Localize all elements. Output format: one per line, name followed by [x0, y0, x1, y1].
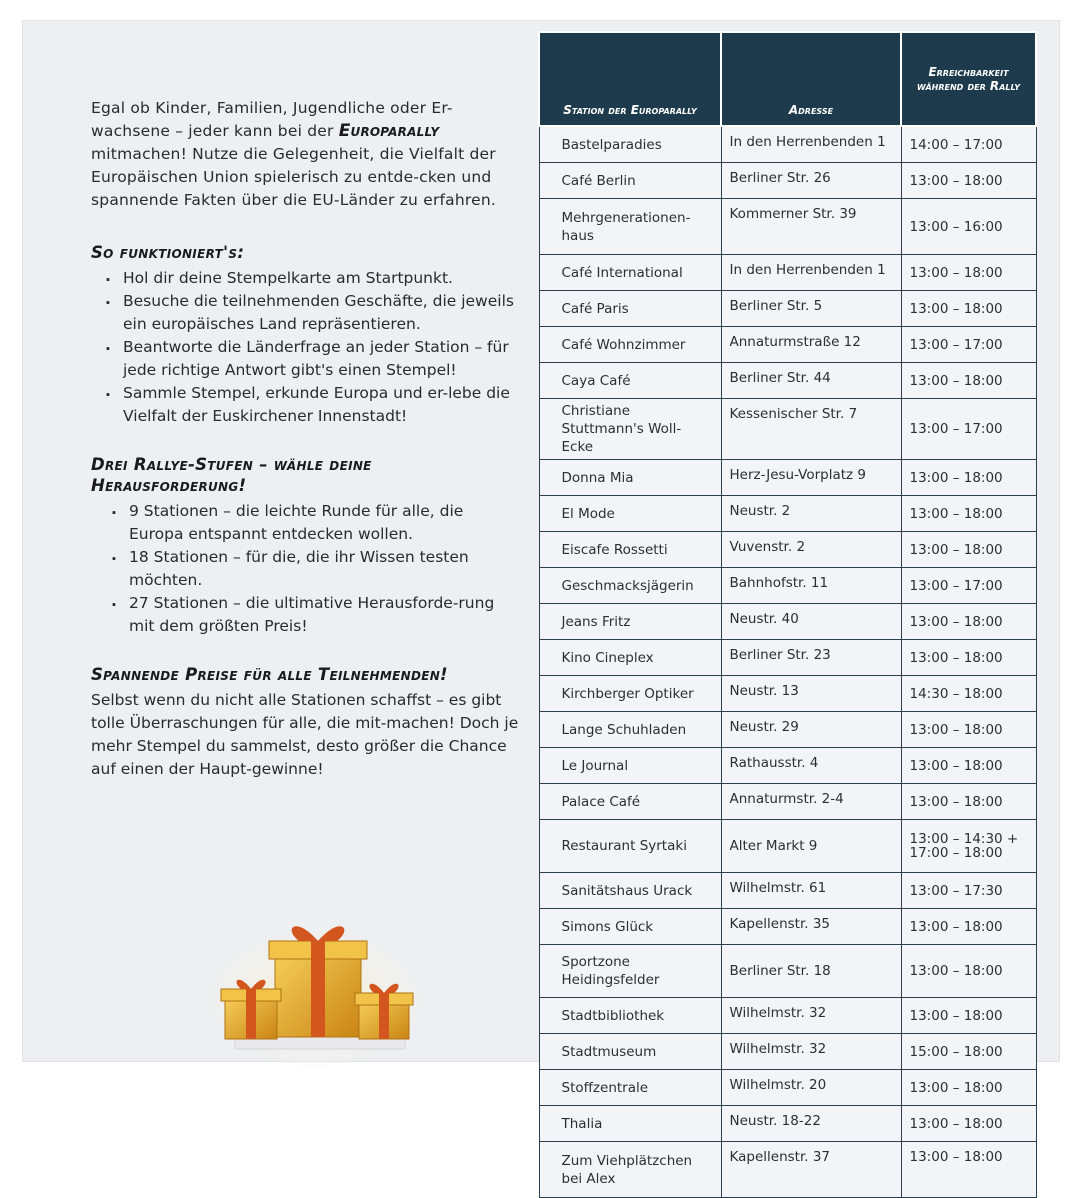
cell-station: Sanitätshaus Urack	[539, 873, 721, 909]
cell-address: Wilhelmstr. 32	[721, 1034, 901, 1070]
cell-time: 13:00 – 18:00	[901, 496, 1036, 532]
cell-address: Wilhelmstr. 20	[721, 1070, 901, 1106]
cell-station: Geschmacksjägerin	[539, 568, 721, 604]
cell-time: 15:00 – 18:00	[901, 1034, 1036, 1070]
cell-time: 13:00 – 18:00	[901, 748, 1036, 784]
how-heading: So funktioniert's:	[91, 243, 245, 262]
table-row	[539, 784, 1036, 820]
cell-station: Caya Café	[539, 363, 721, 399]
cell-address: Annaturmstraße 12	[721, 327, 901, 363]
cell-time: 13:00 – 17:00	[901, 327, 1036, 363]
table-row	[539, 255, 1036, 291]
cell-address: Bahnhofstr. 11	[721, 568, 901, 604]
gift-boxes-icon	[195, 901, 435, 1061]
intro-paragraph	[91, 97, 521, 212]
table-row	[539, 163, 1036, 199]
cell-address: Neustr. 40	[721, 604, 901, 640]
cell-address: Wilhelmstr. 32	[721, 998, 901, 1034]
cell-station: Stoffzentrale	[539, 1070, 721, 1106]
cell-time: 14:30 – 18:00	[901, 676, 1036, 712]
table-row	[539, 945, 1036, 998]
table-row	[539, 1142, 1036, 1198]
cell-station: Christiane Stuttmann's Woll-Ecke	[539, 399, 721, 460]
cell-station: Café Wohnzimmer	[539, 327, 721, 363]
cell-time: 13:00 – 18:00	[901, 604, 1036, 640]
table-row	[539, 640, 1036, 676]
table-row	[539, 399, 1036, 460]
table-row	[539, 712, 1036, 748]
levels-heading: Drei Rallye-Stufen – wähle deine Herausforderung!	[91, 455, 372, 495]
table-row	[539, 1070, 1036, 1106]
list-item: . Sammle Stempel, erkunde Europa und er-lebe die Vielfalt der Euskirchener Innenstadt!	[105, 382, 521, 428]
cell-station: Kirchberger Optiker	[539, 676, 721, 712]
cell-time	[901, 820, 1036, 873]
table-row	[539, 820, 1036, 873]
cell-address: Neustr. 2	[721, 496, 901, 532]
table-row	[539, 126, 1036, 163]
cell-address: Alter Markt 9	[721, 820, 901, 873]
cell-station: Le Journal	[539, 748, 721, 784]
table-row	[539, 676, 1036, 712]
cell-address: Berliner Str. 26	[721, 163, 901, 199]
cell-time-line-1: 13:00 – 14:30 +	[909, 831, 1019, 847]
cell-station: El Mode	[539, 496, 721, 532]
cell-station: Café Berlin	[539, 163, 721, 199]
cell-station: Thalia	[539, 1106, 721, 1142]
cell-time: 13:00 – 18:00	[901, 255, 1036, 291]
table-row	[539, 532, 1036, 568]
cell-time: 13:00 – 18:00	[901, 712, 1036, 748]
cell-address: In den Herrenbenden 1	[721, 255, 901, 291]
cell-time: 13:00 – 17:30	[901, 873, 1036, 909]
cell-address: Berliner Str. 5	[721, 291, 901, 327]
cell-station: Zum Viehplätzchen bei Alex	[539, 1142, 721, 1198]
cell-address: Kapellenstr. 37	[721, 1142, 901, 1198]
intro-text-2: mitmachen! Nutze die Gelegenheit, die Vielfalt der Europäischen Union spielerisch zu entde-cken und spannende Fakten über die EU-Länder zu erfahren.	[91, 145, 497, 209]
cell-station: Restaurant Syrtaki	[539, 820, 721, 873]
cell-address: Kapellenstr. 35	[721, 909, 901, 945]
list-item: . Beantworte die Länderfrage an jeder Station – für jede richtige Antwort gibt's einen Stempel!	[105, 336, 521, 382]
table-header-row	[539, 32, 1036, 126]
cell-address: Berliner Str. 23	[721, 640, 901, 676]
prizes-text: Selbst wenn du nicht alle Stationen schaffst – es gibt tolle Überraschungen für alle, die mit-machen! Doch je mehr Stempel du sammelst, desto größer die Chance auf einen der Haupt-gewinne!	[91, 691, 519, 778]
cell-station: Bastelparadies	[539, 126, 721, 163]
table-row	[539, 873, 1036, 909]
list-item: . 9 Stationen – die leichte Runde für alle, die Europa entspannt entdecken wollen.	[111, 500, 521, 546]
cell-address: Neustr. 29	[721, 712, 901, 748]
cell-time: 13:00 – 16:00	[901, 199, 1036, 255]
table-row	[539, 604, 1036, 640]
header-address: Adresse	[721, 32, 901, 126]
cell-station: Kino Cineplex	[539, 640, 721, 676]
cell-address: In den Herrenbenden 1	[721, 126, 901, 163]
list-item: . 18 Stationen – für die, die ihr Wissen testen möchten.	[111, 546, 521, 592]
cell-time: 13:00 – 18:00	[901, 1070, 1036, 1106]
cell-address: Wilhelmstr. 61	[721, 873, 901, 909]
cell-time: 13:00 – 18:00	[901, 363, 1036, 399]
table-row	[539, 1106, 1036, 1142]
cell-station: Stadtbibliothek	[539, 998, 721, 1034]
prizes-heading: Spannende Preise für alle Teilnehmenden!	[91, 665, 448, 684]
cell-address: Annaturmstr. 2-4	[721, 784, 901, 820]
list-item: . Hol dir deine Stempelkarte am Startpunkt.	[105, 267, 521, 290]
cell-station: Mehrgenerationen-haus	[539, 199, 721, 255]
cell-time: 13:00 – 18:00	[901, 998, 1036, 1034]
schedule-table-wrap	[538, 31, 1038, 1187]
cell-station: Simons Glück	[539, 909, 721, 945]
cell-time: 13:00 – 18:00	[901, 1142, 1036, 1198]
cell-station: Eiscafe Rossetti	[539, 532, 721, 568]
list-item: . 27 Stationen – die ultimative Herausforde-rung mit dem größten Preis!	[111, 592, 521, 638]
cell-time: 13:00 – 18:00	[901, 460, 1036, 496]
cell-address: Vuvenstr. 2	[721, 532, 901, 568]
cell-time: 13:00 – 18:00	[901, 945, 1036, 998]
cell-address: Neustr. 13	[721, 676, 901, 712]
gift-illustration	[195, 901, 435, 1061]
flyer-page	[22, 20, 1060, 1187]
cell-address: Neustr. 18-22	[721, 1106, 901, 1142]
cell-time: 13:00 – 18:00	[901, 640, 1036, 676]
levels-list	[91, 500, 521, 638]
cell-time: 13:00 – 18:00	[901, 1106, 1036, 1142]
cell-station: Café International	[539, 255, 721, 291]
cell-address: Herz-Jesu-Vorplatz 9	[721, 460, 901, 496]
table-row	[539, 748, 1036, 784]
table-row	[539, 199, 1036, 255]
cell-address: Berliner Str. 44	[721, 363, 901, 399]
info-column	[91, 97, 521, 781]
cell-time: 13:00 – 18:00	[901, 291, 1036, 327]
cell-time-line-2: 17:00 – 18:00	[909, 845, 1003, 861]
cell-station: Jeans Fritz	[539, 604, 721, 640]
table-row	[539, 460, 1036, 496]
table-row	[539, 1034, 1036, 1070]
cell-station: Sportzone Heidingsfelder	[539, 945, 721, 998]
cell-time: 13:00 – 18:00	[901, 784, 1036, 820]
table-row	[539, 568, 1036, 604]
table-row	[539, 291, 1036, 327]
cell-station: Stadtmuseum	[539, 1034, 721, 1070]
cell-address: Berliner Str. 18	[721, 945, 901, 998]
list-item: . Besuche die teilnehmenden Geschäfte, die jeweils ein europäisches Land repräsentieren.	[105, 290, 521, 336]
cell-address: Rathausstr. 4	[721, 748, 901, 784]
cell-time: 14:00 – 17:00	[901, 126, 1036, 163]
cell-address: Kommerner Str. 39	[721, 199, 901, 255]
cell-station: Donna Mia	[539, 460, 721, 496]
cell-time: 13:00 – 18:00	[901, 163, 1036, 199]
schedule-table	[538, 31, 1037, 1198]
cell-station: Lange Schuhladen	[539, 712, 721, 748]
table-row	[539, 327, 1036, 363]
table-row	[539, 496, 1036, 532]
cell-time: 13:00 – 17:00	[901, 399, 1036, 460]
cell-time: 13:00 – 18:00	[901, 909, 1036, 945]
table-row	[539, 363, 1036, 399]
how-list	[91, 267, 521, 428]
header-station: Station der Europarally	[539, 32, 721, 126]
cell-address: Kessenischer Str. 7	[721, 399, 901, 460]
cell-time: 13:00 – 17:00	[901, 568, 1036, 604]
cell-station: Café Paris	[539, 291, 721, 327]
cell-station: Palace Café	[539, 784, 721, 820]
table-row	[539, 998, 1036, 1034]
header-time: Erreichbarkeit während der Rally	[901, 32, 1036, 126]
cell-time: 13:00 – 18:00	[901, 532, 1036, 568]
brand-name: Europarally	[338, 121, 440, 141]
intro-text-1: Egal ob Kinder, Familien, Jugendliche oder Er-wachsene – jeder kann bei der	[91, 99, 453, 140]
table-row	[539, 909, 1036, 945]
